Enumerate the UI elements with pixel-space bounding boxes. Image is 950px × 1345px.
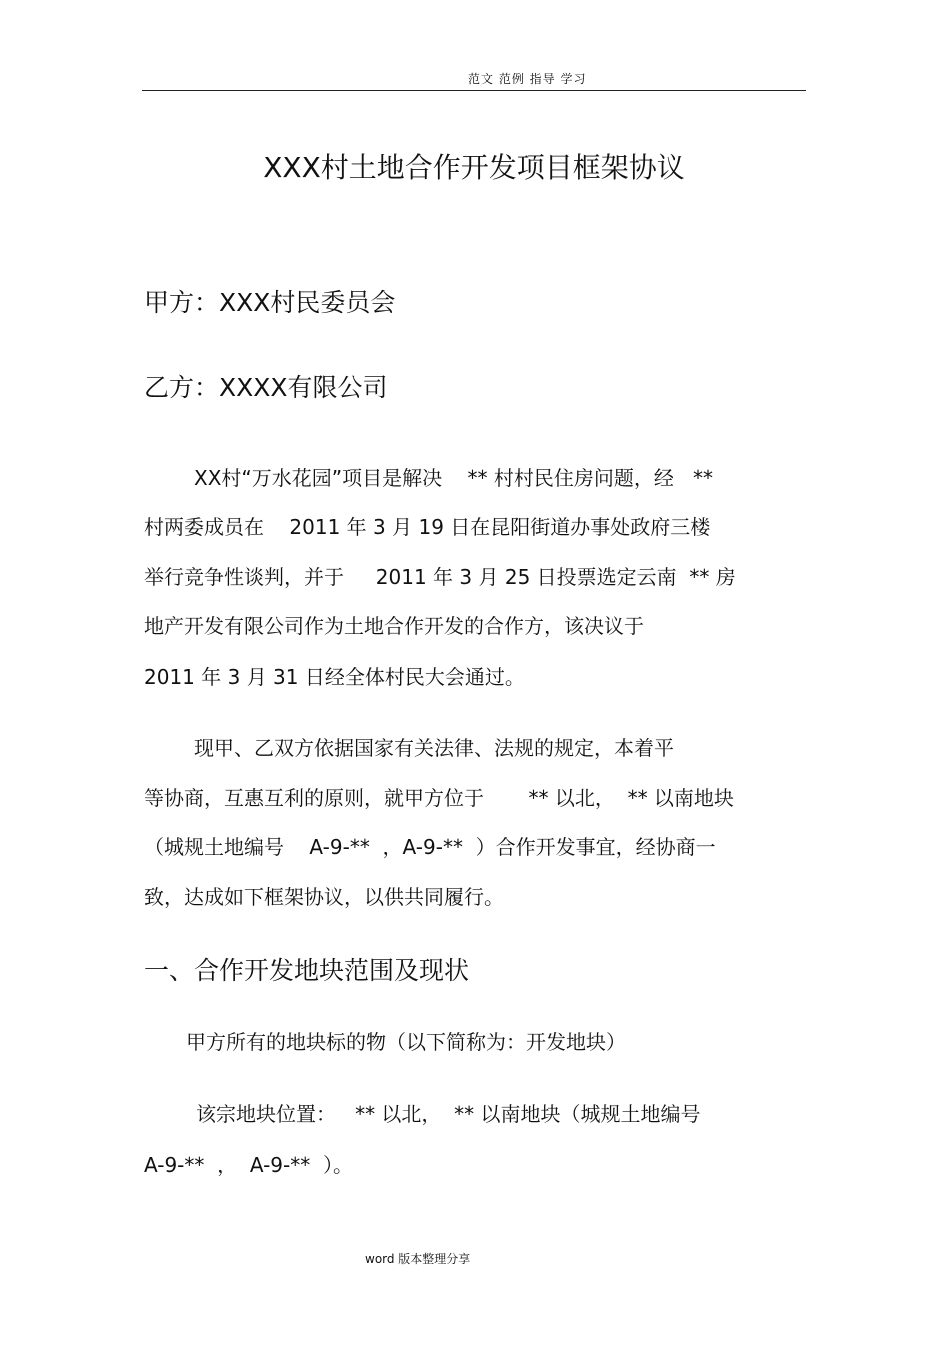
paragraph1-line3: 举行竞争性谈判，并于 2011 年 3 月 25 日投票选定云南 ** 房 xyxy=(144,565,736,589)
paragraph2-line3: （城规土地编号 A-9-** ，A-9-** ）合作开发事宜，经协商一 xyxy=(144,835,716,859)
header-divider xyxy=(142,90,806,91)
paragraph1-line2: 村两委成员在 2011 年 3 月 19 日在昆阳街道办事处政府三楼 xyxy=(144,515,711,539)
page-header: 范文 范例 指导 学习 xyxy=(468,72,587,86)
page-footer: word 版本整理分享 xyxy=(365,1252,471,1266)
party-b: 乙方：XXXX有限公司 xyxy=(144,373,388,402)
paragraph1-line1: XX村“万水花园”项目是解决 ** 村村民住房问题，经 ** xyxy=(194,466,713,490)
section1-line3: A-9-** ， A-9-** ）。 xyxy=(144,1153,353,1177)
paragraph2-line4: 致，达成如下框架协议，以供共同履行。 xyxy=(144,885,504,909)
section1-line1: 甲方所有的地块标的物（以下简称为：开发地块） xyxy=(186,1030,626,1054)
paragraph1-line4: 地产开发有限公司作为土地合作开发的合作方，该决议于 xyxy=(144,614,644,638)
party-a: 甲方：XXX村民委员会 xyxy=(144,288,396,317)
section-heading: 一、合作开发地块范围及现状 xyxy=(144,956,470,985)
section1-line2: 该宗地块位置： ** 以北， ** 以南地块（城规土地编号 xyxy=(196,1102,701,1126)
paragraph2-line2: 等协商，互惠互利的原则，就甲方位于 ** 以北， ** 以南地块 xyxy=(144,786,734,810)
document-title: XXX村土地合作开发项目框架协议 xyxy=(263,151,685,184)
paragraph1-line5: 2011 年 3 月 31 日经全体村民大会通过。 xyxy=(144,665,525,689)
paragraph2-line1: 现甲、乙双方依据国家有关法律、法规的规定，本着平 xyxy=(194,736,674,760)
